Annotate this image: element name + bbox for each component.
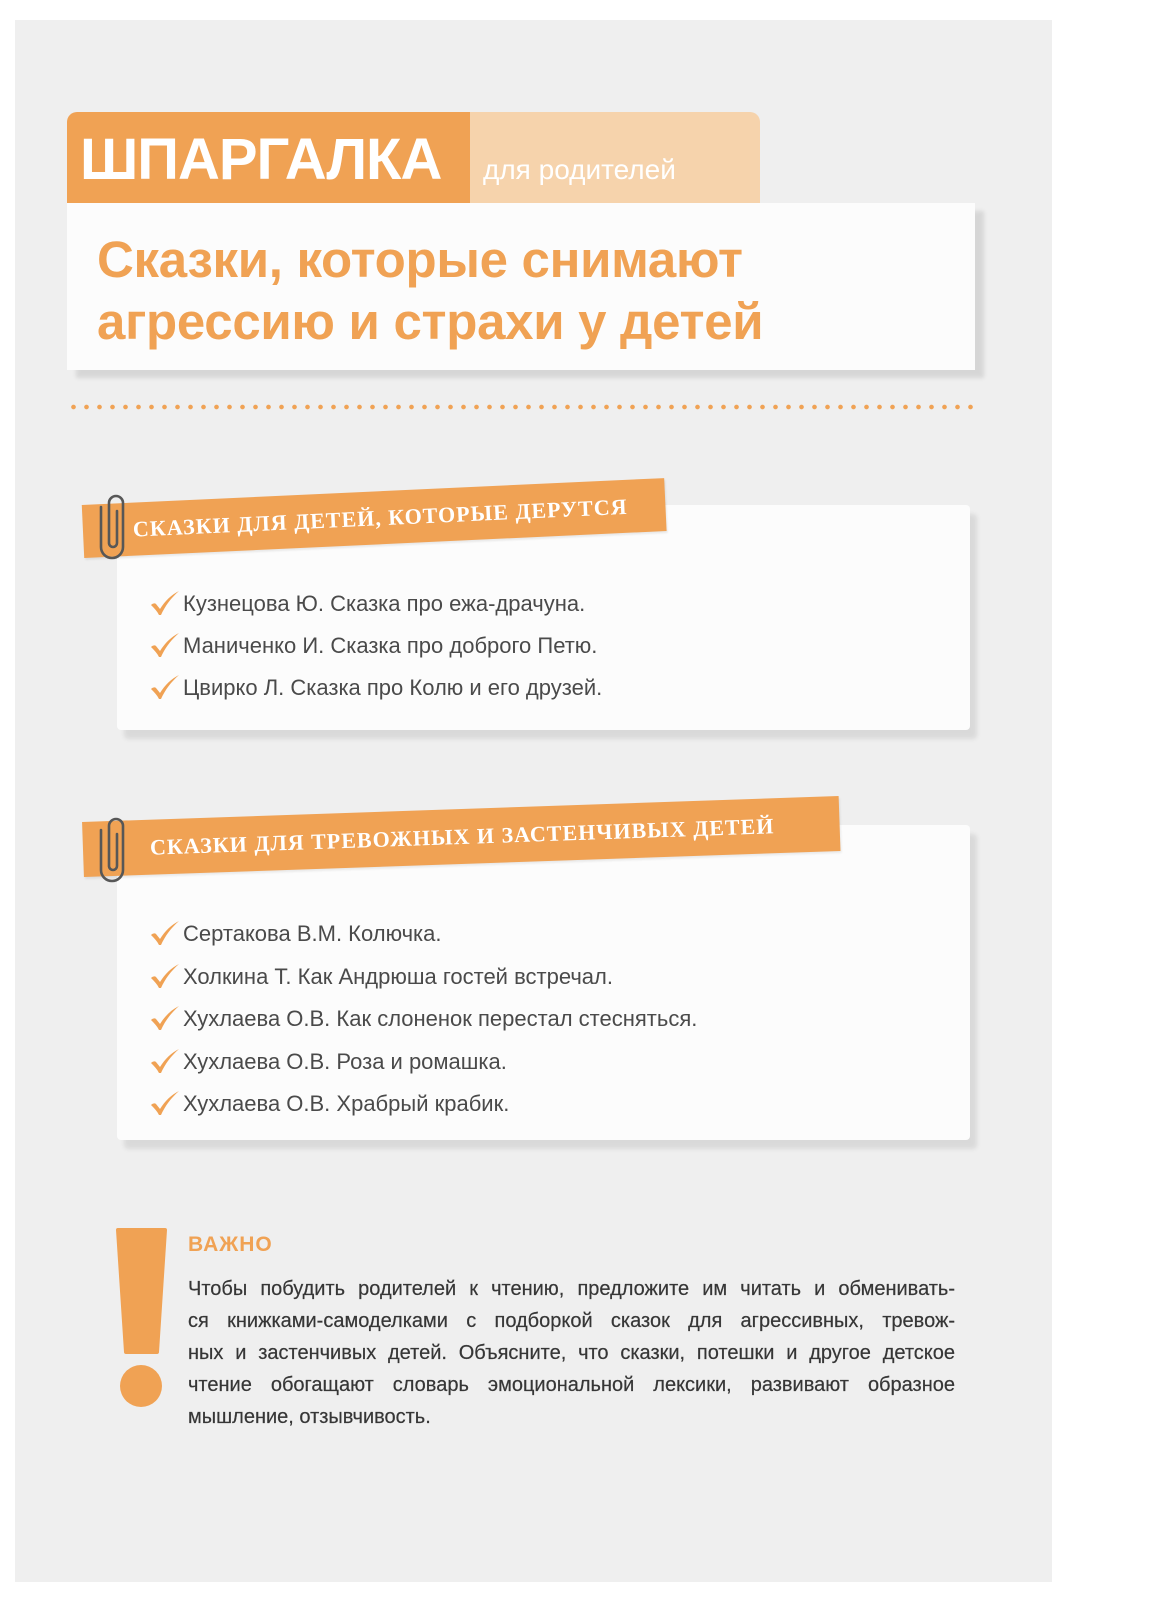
book-list [150, 583, 602, 709]
checkmark-icon [150, 632, 180, 659]
list-item [150, 1041, 697, 1084]
list-item-text: Хухлаева О.В. Роза и ромашка. [183, 1048, 507, 1074]
paragraph-line: ся книжками-самоделками с подборкой сказок для агрессивных, тревож- [188, 1310, 955, 1332]
checkmark-icon [150, 590, 180, 617]
paragraph-line: мышление, отзывчивость. [188, 1406, 431, 1428]
list-item [150, 667, 602, 709]
book-list [150, 913, 697, 1126]
list-item-text: Маниченко И. Сказка про доброго Петю. [183, 633, 598, 658]
paperclip-icon [97, 816, 127, 884]
checkmark-icon [150, 1005, 180, 1032]
page-title-line-2: агрессию и страхи у детей [97, 293, 764, 350]
paragraph-line: чтение обогащают словарь эмоциональной лексики, развивают образное [188, 1374, 955, 1396]
checkmark-icon [150, 1048, 180, 1075]
list-item [150, 625, 602, 667]
list-item-text: Хухлаева О.В. Храбрый крабик. [183, 1091, 510, 1116]
list-item [150, 998, 697, 1041]
cheatsheet-tab [67, 112, 470, 203]
exclamation-icon [115, 1226, 170, 1411]
section-heading: СКАЗКИ ДЛЯ ДЕТЕЙ, КОТОРЫЕ ДЕРУТСЯ [132, 493, 629, 542]
list-item [150, 583, 602, 625]
section-heading: СКАЗКИ ДЛЯ ТРЕВОЖНЫХ И ЗАСТЕНЧИВЫХ ДЕТЕЙ [149, 813, 775, 860]
audience-tab-label: для родителей [483, 154, 676, 185]
paperclip-icon [97, 493, 127, 561]
checkmark-icon [150, 674, 180, 701]
important-paragraph [188, 1273, 955, 1433]
list-item-text: Цвирко Л. Сказка про Колю и его друзей. [183, 675, 603, 700]
cheatsheet-tab-label: ШПАРГАЛКА [80, 127, 442, 192]
checkmark-icon [150, 920, 180, 947]
paragraph-line: Чтобы побудить родителей к чтению, предложите им читать и обменивать- [188, 1278, 955, 1300]
title-box [67, 203, 975, 370]
list-item [150, 913, 697, 956]
list-item-text: Кузнецова Ю. Сказка про ежа-драчуна. [183, 591, 586, 616]
dotted-divider [67, 404, 979, 410]
page-title-line-1: Сказки, которые снимают [97, 231, 743, 288]
important-label: ВАЖНО [188, 1233, 273, 1256]
list-item-text: Сертакова В.М. Колючка. [183, 921, 442, 946]
list-item [150, 956, 697, 999]
list-item-text: Холкина Т. Как Андрюша гостей встречал. [183, 963, 613, 989]
checkmark-icon [150, 963, 180, 990]
list-item-text: Хухлаева О.В. Как слоненок перестал стесняться. [183, 1006, 698, 1031]
audience-tab [470, 112, 760, 203]
list-item [150, 1083, 697, 1126]
checkmark-icon [150, 1090, 180, 1117]
paragraph-line: ных и застенчивых детей. Объясните, что сказки, потешки и другое детское [188, 1342, 955, 1364]
